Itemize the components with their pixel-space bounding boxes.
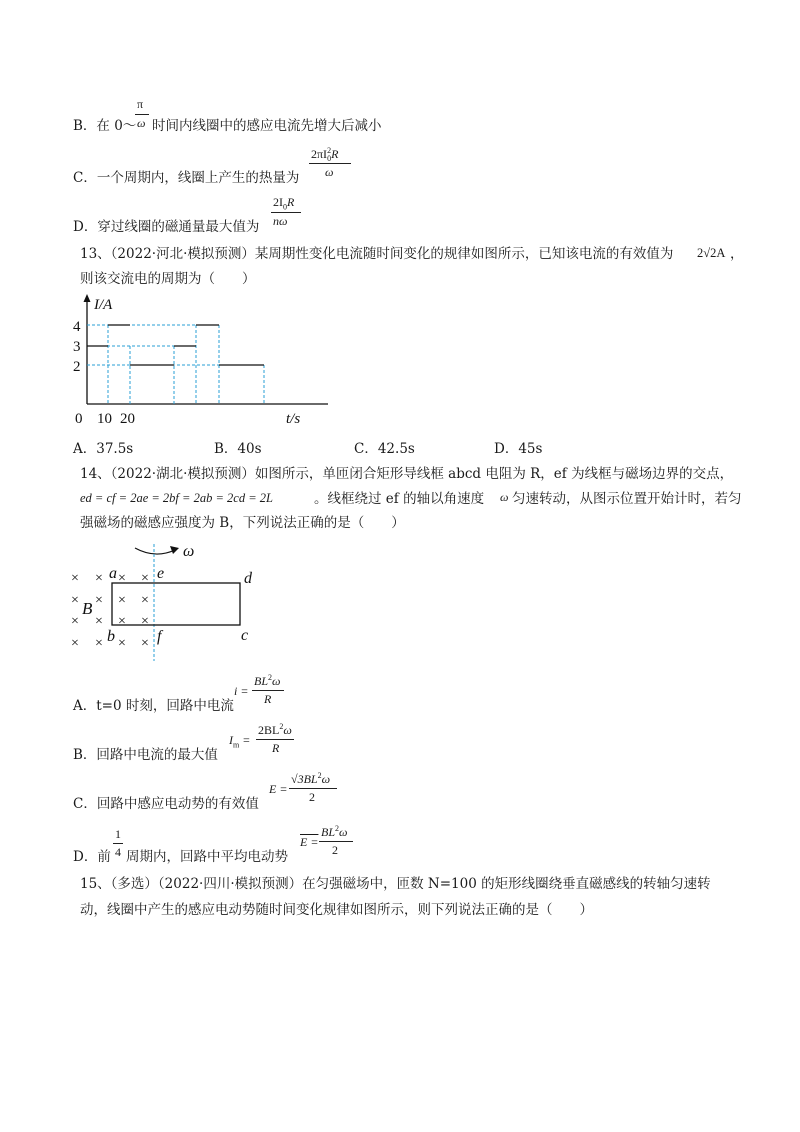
q14-d-frac-den: 4	[115, 845, 121, 859]
q14-b-lhs: $I_m$ =	[229, 733, 251, 750]
q14-line3: 强磁场的磁感应强度为 B，下列说法正确的是（ ）	[80, 515, 405, 531]
q14-rectangle-abcd	[112, 583, 240, 625]
q14-equation: ed = cf = 2ae = 2bf = 2ab = 2cd = 2L	[80, 491, 273, 505]
q14-label-c: c	[241, 627, 249, 644]
svg-text:×: ×	[95, 636, 103, 651]
q12-b-frac-bar	[135, 114, 149, 115]
q12-b-frac-num: π	[137, 97, 144, 111]
q14-rotation-arrowhead	[170, 546, 179, 554]
q13-x-label: t/s	[286, 411, 301, 427]
q14-label-b-field: B	[82, 599, 93, 618]
q12-d-den: nω	[273, 214, 288, 228]
svg-text:×: ×	[118, 614, 126, 629]
q14-label-f: f	[157, 628, 162, 645]
q14-d-num: $BL^2\omega$	[321, 824, 348, 839]
svg-text:×: ×	[118, 636, 126, 651]
q12-c-num: $2\pi I^2_0R$	[311, 146, 339, 164]
q14-d-lhs: E =	[300, 835, 319, 849]
svg-text:×: ×	[71, 614, 79, 629]
q13-line1: 13、（2022·河北·模拟预测）某周期性变化电流随时间变化的规律如图所示，已知该电流的有效值为	[80, 246, 674, 262]
q13-option-c[interactable]: C．42.5s	[354, 441, 415, 457]
q14-d-frac-bar	[113, 843, 123, 844]
svg-text:×: ×	[141, 593, 149, 608]
q15-line2: 动，线圈中产生的感应电动势随时间变化规律如图所示，则下列说法正确的是（ ）	[80, 902, 593, 918]
q14-c-num: $√3BL^2\omega$	[291, 771, 331, 786]
q14-line2-end: 匀速转动，从图示位置开始计时，若匀	[512, 491, 742, 507]
svg-text:×: ×	[95, 571, 103, 586]
q13-y-tick-3: 3	[73, 339, 81, 355]
q14-b-den: R	[272, 741, 280, 755]
svg-text:×: ×	[118, 571, 126, 586]
q14-a-num: $BL^2\omega$	[254, 673, 281, 688]
q13-option-a[interactable]: A．37.5s	[73, 441, 134, 457]
q14-fig-omega: ω	[183, 543, 195, 560]
q14-c-lhs: E =	[269, 782, 288, 796]
svg-text:×: ×	[71, 593, 79, 608]
q14-line2-mid: 。线框绕过 ef 的轴以角速度	[314, 491, 485, 507]
q14-b-frac-bar	[256, 739, 294, 740]
q14-b-prefix: B．回路中电流的最大值	[73, 747, 218, 763]
q13-origin: 0	[75, 411, 83, 427]
q14-d-mid: 周期内，回路中平均电动势	[126, 849, 288, 865]
q13-y-label: I/A	[94, 297, 113, 313]
q14-d-frac-bar-2	[319, 841, 353, 842]
q12-c-den: ω	[325, 165, 334, 179]
q14-rotation-arrow	[135, 548, 175, 554]
svg-text:×: ×	[71, 636, 79, 651]
q13-option-b[interactable]: B．40s	[214, 441, 262, 457]
q12-b-prefix: B．在 0～	[73, 118, 137, 134]
q12-c-prefix: C．一个周期内，线圈上产生的热量为	[73, 170, 300, 186]
q14-omega: ω	[500, 490, 509, 504]
q13-value: 2√2A	[697, 246, 726, 260]
q13-option-d[interactable]: D．45s	[494, 441, 543, 457]
q14-label-e: e	[157, 565, 165, 582]
q14-a-den: R	[264, 692, 272, 706]
q12-b-frac-den: ω	[137, 116, 146, 130]
q13-x-tick-20: 20	[120, 411, 135, 427]
svg-text:×: ×	[95, 593, 103, 608]
q13-x-tick-10: 10	[97, 411, 112, 427]
q12-b-suffix: 时间内线圈中的感应电流先增大后减小	[152, 118, 382, 134]
svg-text:×: ×	[71, 571, 79, 586]
q14-b-num: $2BL^2\omega$	[258, 722, 292, 737]
q14-loop-figure	[65, 538, 275, 663]
q13-current-graph	[70, 292, 340, 437]
q13-current-steps	[87, 325, 264, 365]
q12-c-frac-bar	[309, 163, 351, 164]
q14-a-frac-bar	[252, 690, 284, 691]
q14-d-den: 2	[332, 843, 338, 857]
q13-y-tick-2: 2	[73, 359, 81, 375]
q14-label-a: a	[109, 565, 117, 582]
q13-line1-end: ，	[730, 246, 744, 262]
q14-c-prefix: C．回路中感应电动势的有效值	[73, 796, 259, 812]
q12-d-num: $2I_0R$	[273, 195, 295, 212]
q13-y-axis-arrow	[84, 294, 91, 302]
q14-c-frac-bar	[289, 788, 337, 789]
q14-a-prefix: A．t=0 时刻，回路中电流	[73, 698, 234, 714]
q14-line1: 14、（2022·湖北·模拟预测）如图所示，单匝闭合矩形导线框 abcd 电阻为 R，ef 为线框与磁场边界的交点，	[80, 466, 734, 482]
svg-text:×: ×	[118, 593, 126, 608]
svg-text:×: ×	[141, 614, 149, 629]
q14-label-d: d	[244, 570, 252, 587]
q14-d-prefix: D．前	[73, 849, 111, 865]
q15-line1: 15、（多选）（2022·四川·模拟预测）在匀强磁场中，匝数 N=100 的矩形线圈绕垂直磁感线的转轴匀速转	[80, 876, 711, 892]
q13-y-tick-4: 4	[73, 319, 81, 335]
svg-text:×: ×	[141, 636, 149, 651]
q12-d-prefix: D．穿过线圈的磁通量最大值为	[73, 219, 260, 235]
q14-a-lhs: i =	[234, 684, 249, 698]
q14-c-den: 2	[309, 790, 315, 804]
q14-label-b: b	[107, 628, 115, 645]
svg-text:×: ×	[95, 614, 103, 629]
q12-d-frac-bar	[271, 212, 301, 213]
q14-d-frac-num: 1	[115, 827, 121, 841]
svg-text:×: ×	[141, 571, 149, 586]
q13-line2: 则该交流电的周期为（ ）	[80, 271, 256, 287]
